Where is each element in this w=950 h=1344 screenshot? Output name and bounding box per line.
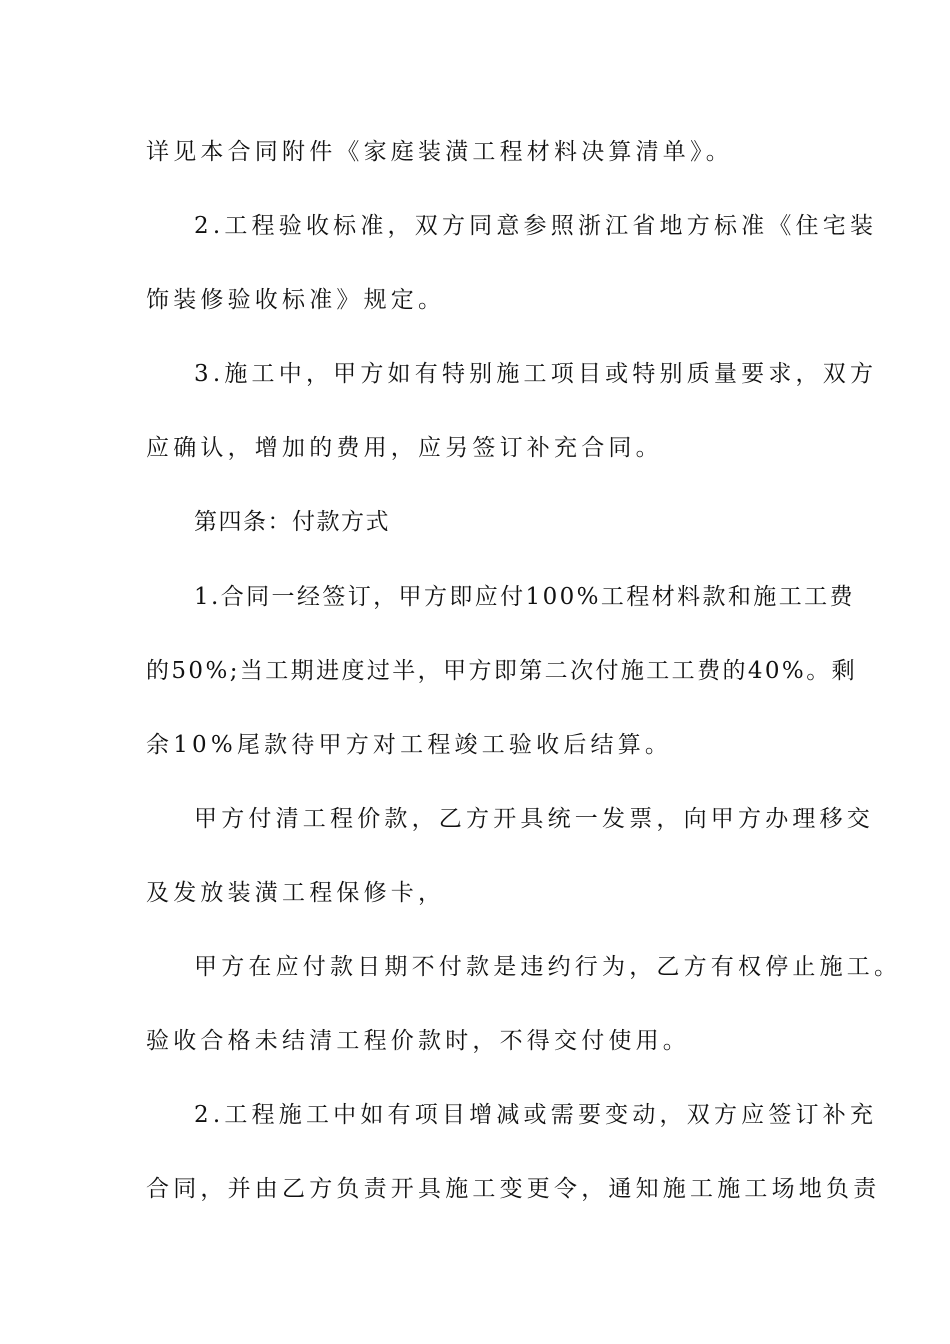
paragraph-line: 验收合格未结清工程价款时，不得交付使用。 [146, 1028, 690, 1054]
paragraph-line: 甲方在应付款日期不付款是违约行为，乙方有权停止施工。 [194, 954, 902, 980]
paragraph-line: 甲方付清工程价款，乙方开具统一发票，向甲方办理移交 [194, 806, 874, 832]
paragraph-line: 及发放装潢工程保修卡， [146, 880, 446, 906]
paragraph-line: 的50%;当工期进度过半，甲方即第二次付施工工费的40%。剩 [146, 658, 857, 684]
paragraph-line: 详见本合同附件《家庭装潢工程材料决算清单》。 [146, 139, 733, 165]
paragraph-line: 饰装修验收标准》规定。 [146, 287, 446, 313]
paragraph-line: 2.工程验收标准，双方同意参照浙江省地方标准《住宅装 [194, 213, 878, 239]
paragraph-line: 2.工程施工中如有项目增减或需要变动，双方应签订补充 [194, 1102, 878, 1128]
paragraph-line: 应确认，增加的费用，应另签订补充合同。 [146, 435, 663, 461]
paragraph-line: 余10%尾款待甲方对工程竣工验收后结算。 [146, 732, 673, 758]
paragraph-line: 3.施工中，甲方如有特别施工项目或特别质量要求，双方 [194, 361, 878, 387]
paragraph-line: 1.合同一经签订，甲方即应付100%工程材料款和施工工费 [194, 584, 855, 610]
paragraph-line: 合同，并由乙方负责开具施工变更令，通知施工施工场地负责 [146, 1176, 881, 1202]
section-heading: 第四条：付款方式 [194, 509, 390, 535]
